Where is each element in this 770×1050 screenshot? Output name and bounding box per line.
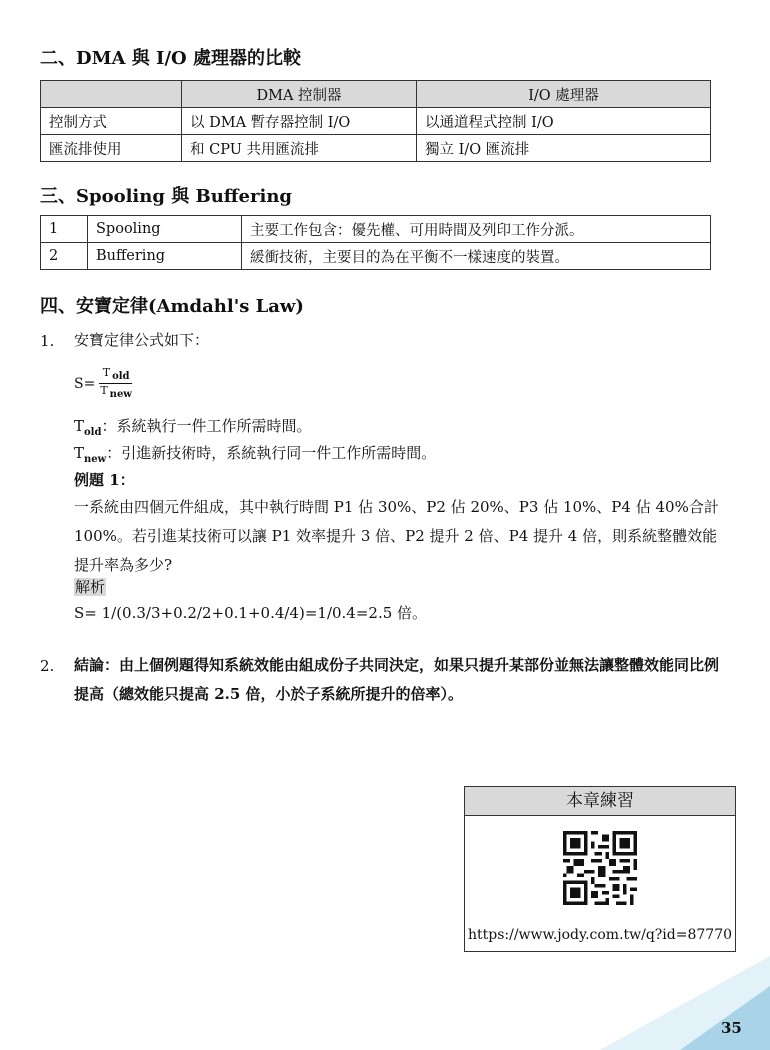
- analysis-label: 解析: [75, 578, 106, 596]
- tnew-symbol: T: [74, 444, 85, 462]
- formula-intro: 安寶定律公式如下：: [74, 331, 210, 349]
- formula-denominator: [96, 384, 134, 401]
- table-row: [41, 216, 711, 243]
- list-number: 2.: [40, 657, 55, 675]
- page-number: 35: [721, 1019, 742, 1037]
- formula-denominator-sub: new: [109, 389, 132, 401]
- table-row: [41, 108, 711, 135]
- tnew-text: ：引進新技術時，系統執行同一件工作所需時間。: [106, 444, 437, 462]
- table-cell: 控制方式: [41, 108, 182, 135]
- table-cell: Spooling: [88, 216, 242, 243]
- section-3-title: 三、Spooling 與 Buffering: [40, 186, 292, 207]
- table-cell: 獨立 I/O 匯流排: [417, 135, 711, 162]
- practice-title: 本章練習: [465, 787, 735, 816]
- table-cell: 緩衝技術，主要目的為在平衡不一樣速度的裝置。: [242, 243, 711, 270]
- chapter-practice-box: [464, 786, 736, 952]
- table-row: [41, 135, 711, 162]
- told-text: ：系統執行一件工作所需時間。: [101, 417, 312, 435]
- example-label: 例題 1：: [74, 471, 135, 489]
- table-header-row: [41, 81, 711, 108]
- conclusion-text: 結論：由上個例題得知系統效能由組成份子共同決定，如果只提升某部份並無法讓整體效能同比例提高（總效能只提高 2.5 倍，小於子系統所提升的倍率）。: [74, 656, 720, 703]
- table-cell: 和 CPU 共用匯流排: [182, 135, 417, 162]
- tnew-subscript: new: [84, 454, 107, 465]
- table-header-cell: [41, 81, 182, 108]
- formula-numerator: [99, 366, 132, 384]
- formula-denominator-symbol: T: [100, 384, 108, 398]
- dma-io-comparison-table: [40, 80, 711, 162]
- table-header-cell: DMA 控制器: [182, 81, 417, 108]
- told-symbol: T: [74, 417, 85, 435]
- told-subscript: old: [84, 427, 102, 438]
- answer-text: S= 1/(0.3/3+0.2/2+0.1+0.4/4)=1/0.4=2.5 倍。: [74, 604, 428, 622]
- table-cell: 2: [41, 243, 88, 270]
- formula-fraction: [96, 366, 134, 401]
- qr-code-icon[interactable]: [563, 831, 637, 905]
- amdahl-formula: [74, 366, 134, 401]
- section-4-title: 四、安寶定律(Amdahl's Law): [40, 296, 304, 317]
- table-cell: 1: [41, 216, 88, 243]
- analysis-label-wrap: [74, 574, 106, 601]
- table-header-cell: I/O 處理器: [417, 81, 711, 108]
- table-cell: 匯流排使用: [41, 135, 182, 162]
- section-2-title: 二、DMA 與 I/O 處理器的比較: [40, 48, 301, 69]
- formula-lhs: S=: [74, 375, 96, 392]
- formula-numerator-symbol: T: [102, 366, 111, 379]
- list-number: 1.: [40, 332, 55, 350]
- formula-numerator-sub: old: [112, 371, 130, 383]
- spooling-buffering-table: [40, 215, 711, 270]
- table-cell: 主要工作包含：優先權、可用時間及列印工作分派。: [242, 216, 711, 243]
- table-cell: 以通道程式控制 I/O: [417, 108, 711, 135]
- example-text: 一系統由四個元件組成，其中執行時間 P1 佔 30%、P2 佔 20%、P3 佔 10%、P4 佔 40%合計 100%。若引進某技術可以讓 P1 效率提升 3 倍、P2 提升 2 倍、P4 提升 4 倍，則系統整體效能提升率為多少?: [74, 498, 719, 574]
- practice-url-link[interactable]: https://www.jody.com.tw/q?id=87770: [467, 927, 733, 943]
- table-cell: 以 DMA 暫存器控制 I/O: [182, 108, 417, 135]
- table-row: [41, 243, 711, 270]
- table-cell: Buffering: [88, 243, 242, 270]
